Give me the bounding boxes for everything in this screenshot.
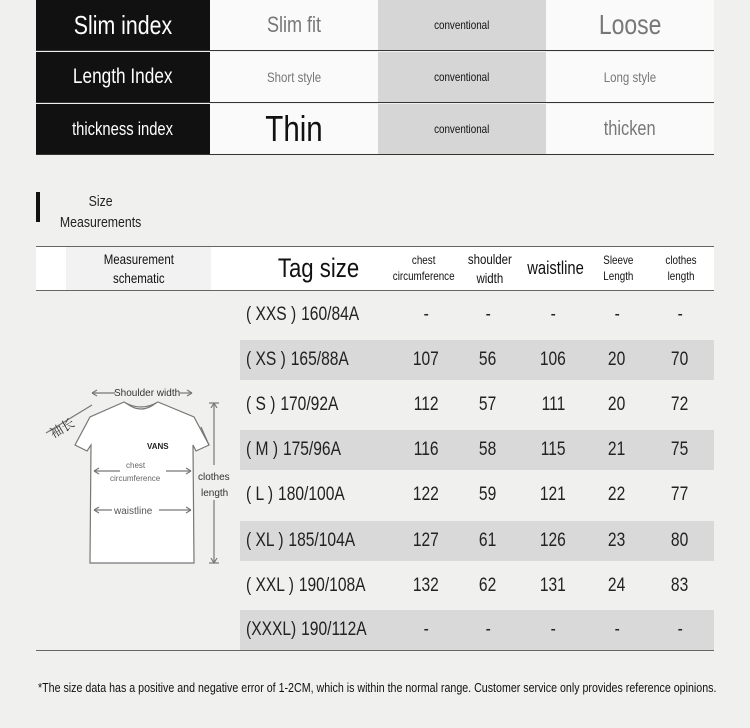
sleeve-cell: 24 [608,575,626,596]
sleeve-cell: 23 [608,530,626,551]
shoulder-width-label: Shoulder width [114,388,181,399]
tag-code: 160/84A [301,304,360,325]
chest-cell: 122 [412,484,439,505]
size-measurements-heading [36,192,156,234]
length-index-row [36,52,714,103]
waist-cell: 126 [539,530,566,551]
slim-fit-cell: Slim fit [210,0,378,50]
table-row [240,566,714,606]
waistline-label: waistline [114,506,153,517]
table-row [240,385,714,425]
length-cell: - [677,304,683,325]
size-code: ( XXL ) [246,575,294,596]
tag-code: 190/112A [301,619,367,640]
chest-cell: 107 [412,349,439,370]
chest-cell: 127 [412,530,439,551]
sleeve-cell: 20 [608,349,626,370]
tag-code: 165/88A [290,349,349,370]
chest-cell: 112 [413,394,439,415]
waist-cell: 115 [540,439,566,460]
tag-code: 180/100A [278,484,345,505]
sleeve-cell: 21 [608,439,626,460]
sleeve-cell: - [614,304,620,325]
chest-cell: - [423,304,429,325]
thicken-cell: thicken [546,104,714,154]
size-code: ( XXS ) [246,304,297,325]
sleeve-cell: 22 [608,484,626,505]
shoulder-cell: 57 [479,394,497,415]
index-table [36,0,714,155]
shoulder-cell: 61 [479,530,497,551]
sleeve-cell: - [614,619,620,640]
size-code: ( XS ) [246,349,286,370]
chest-cell: 116 [413,439,439,460]
schematic-header: Measurement schematic [66,247,211,290]
clothes-length-label-line2: length [201,488,229,499]
shoulder-cell: 56 [479,349,497,370]
short-style-cell: Short style [210,52,378,102]
waist-cell: 106 [539,349,566,370]
table-row [240,610,714,650]
waist-cell: 121 [539,484,566,505]
tag-size-cell [246,610,406,650]
waist-cell: 131 [539,575,566,596]
length-cell: 75 [671,439,689,460]
length-index-label: Length Index [36,52,210,102]
tag-code: 185/104A [288,530,356,551]
table-row [240,430,714,470]
size-code: ( L ) [246,484,274,505]
shoulder-cell: - [485,619,491,640]
chest-header: chest circumference [393,252,455,283]
tag-code: 175/96A [282,439,341,460]
shoulder-cell: - [485,304,491,325]
length-cell: 72 [671,394,689,415]
length-conventional-cell: conventional [378,52,546,102]
slim-conventional-cell: conventional [378,0,546,50]
thickness-conventional-cell: conventional [378,104,546,154]
tshirt-diagram [36,375,236,575]
table-row [240,475,714,515]
tag-size-cell [246,566,406,606]
tag-code: 190/108A [298,575,366,596]
footnote: *The size data has a positive and negative error of 1-2CM, which is within the normal range. Customer service only provides reference opinions. [38,680,717,695]
length-cell: - [677,619,683,640]
tag-size-cell [246,385,406,425]
chest-cell: 132 [412,575,439,596]
heading-line2: Measurements [60,214,142,231]
tag-size-cell [246,340,406,380]
size-code: ( XL ) [246,530,284,551]
length-cell: 70 [671,349,689,370]
heading-line1: Size [89,193,113,210]
table-row [240,340,714,380]
tag-size-cell [246,521,406,561]
waist-cell: - [550,304,556,325]
table-row [240,295,714,335]
waist-cell: 111 [541,394,565,415]
sleeve-header: Sleeve Length [602,252,634,283]
chest-label-line2: circumference [110,474,161,483]
waistline-header: waistline [527,257,585,278]
shoulder-header: shoulder width [467,251,513,286]
slim-index-label: Slim index [36,0,210,50]
tag-size-header: Tag size [277,252,360,283]
waist-cell: - [550,619,556,640]
thin-cell: Thin [210,104,378,154]
tag-code: 170/92A [280,394,339,415]
shoulder-cell: 62 [479,575,497,596]
size-code: (XXXL) [246,619,297,640]
brand-logo: VANS [147,442,169,451]
size-table-header [36,246,714,291]
long-style-cell: Long style [546,52,714,102]
length-cell: 77 [671,484,689,505]
slim-index-row [36,0,714,51]
tag-size-cell [246,430,406,470]
chest-label-line1: chest [126,461,146,470]
table-bottom-rule [36,650,714,651]
thickness-index-row [36,104,714,155]
thickness-index-label: thickness index [36,104,210,154]
size-code: ( S ) [246,394,276,415]
clothes-length-header: clothes length [665,252,697,283]
shoulder-cell: 58 [479,439,497,460]
tag-size-cell [246,475,406,515]
loose-cell: Loose [546,0,714,50]
size-code: ( M ) [246,439,279,460]
sleeve-length-label: 袖长 [47,415,78,442]
tag-size-cell [246,295,406,335]
chest-cell: - [423,619,429,640]
clothes-length-label-line1: clothes [198,472,230,483]
sleeve-cell: 20 [608,394,626,415]
length-cell: 80 [671,530,689,551]
measurement-schematic [36,375,236,575]
length-cell: 83 [671,575,689,596]
shoulder-cell: 59 [479,484,497,505]
table-row [240,521,714,561]
